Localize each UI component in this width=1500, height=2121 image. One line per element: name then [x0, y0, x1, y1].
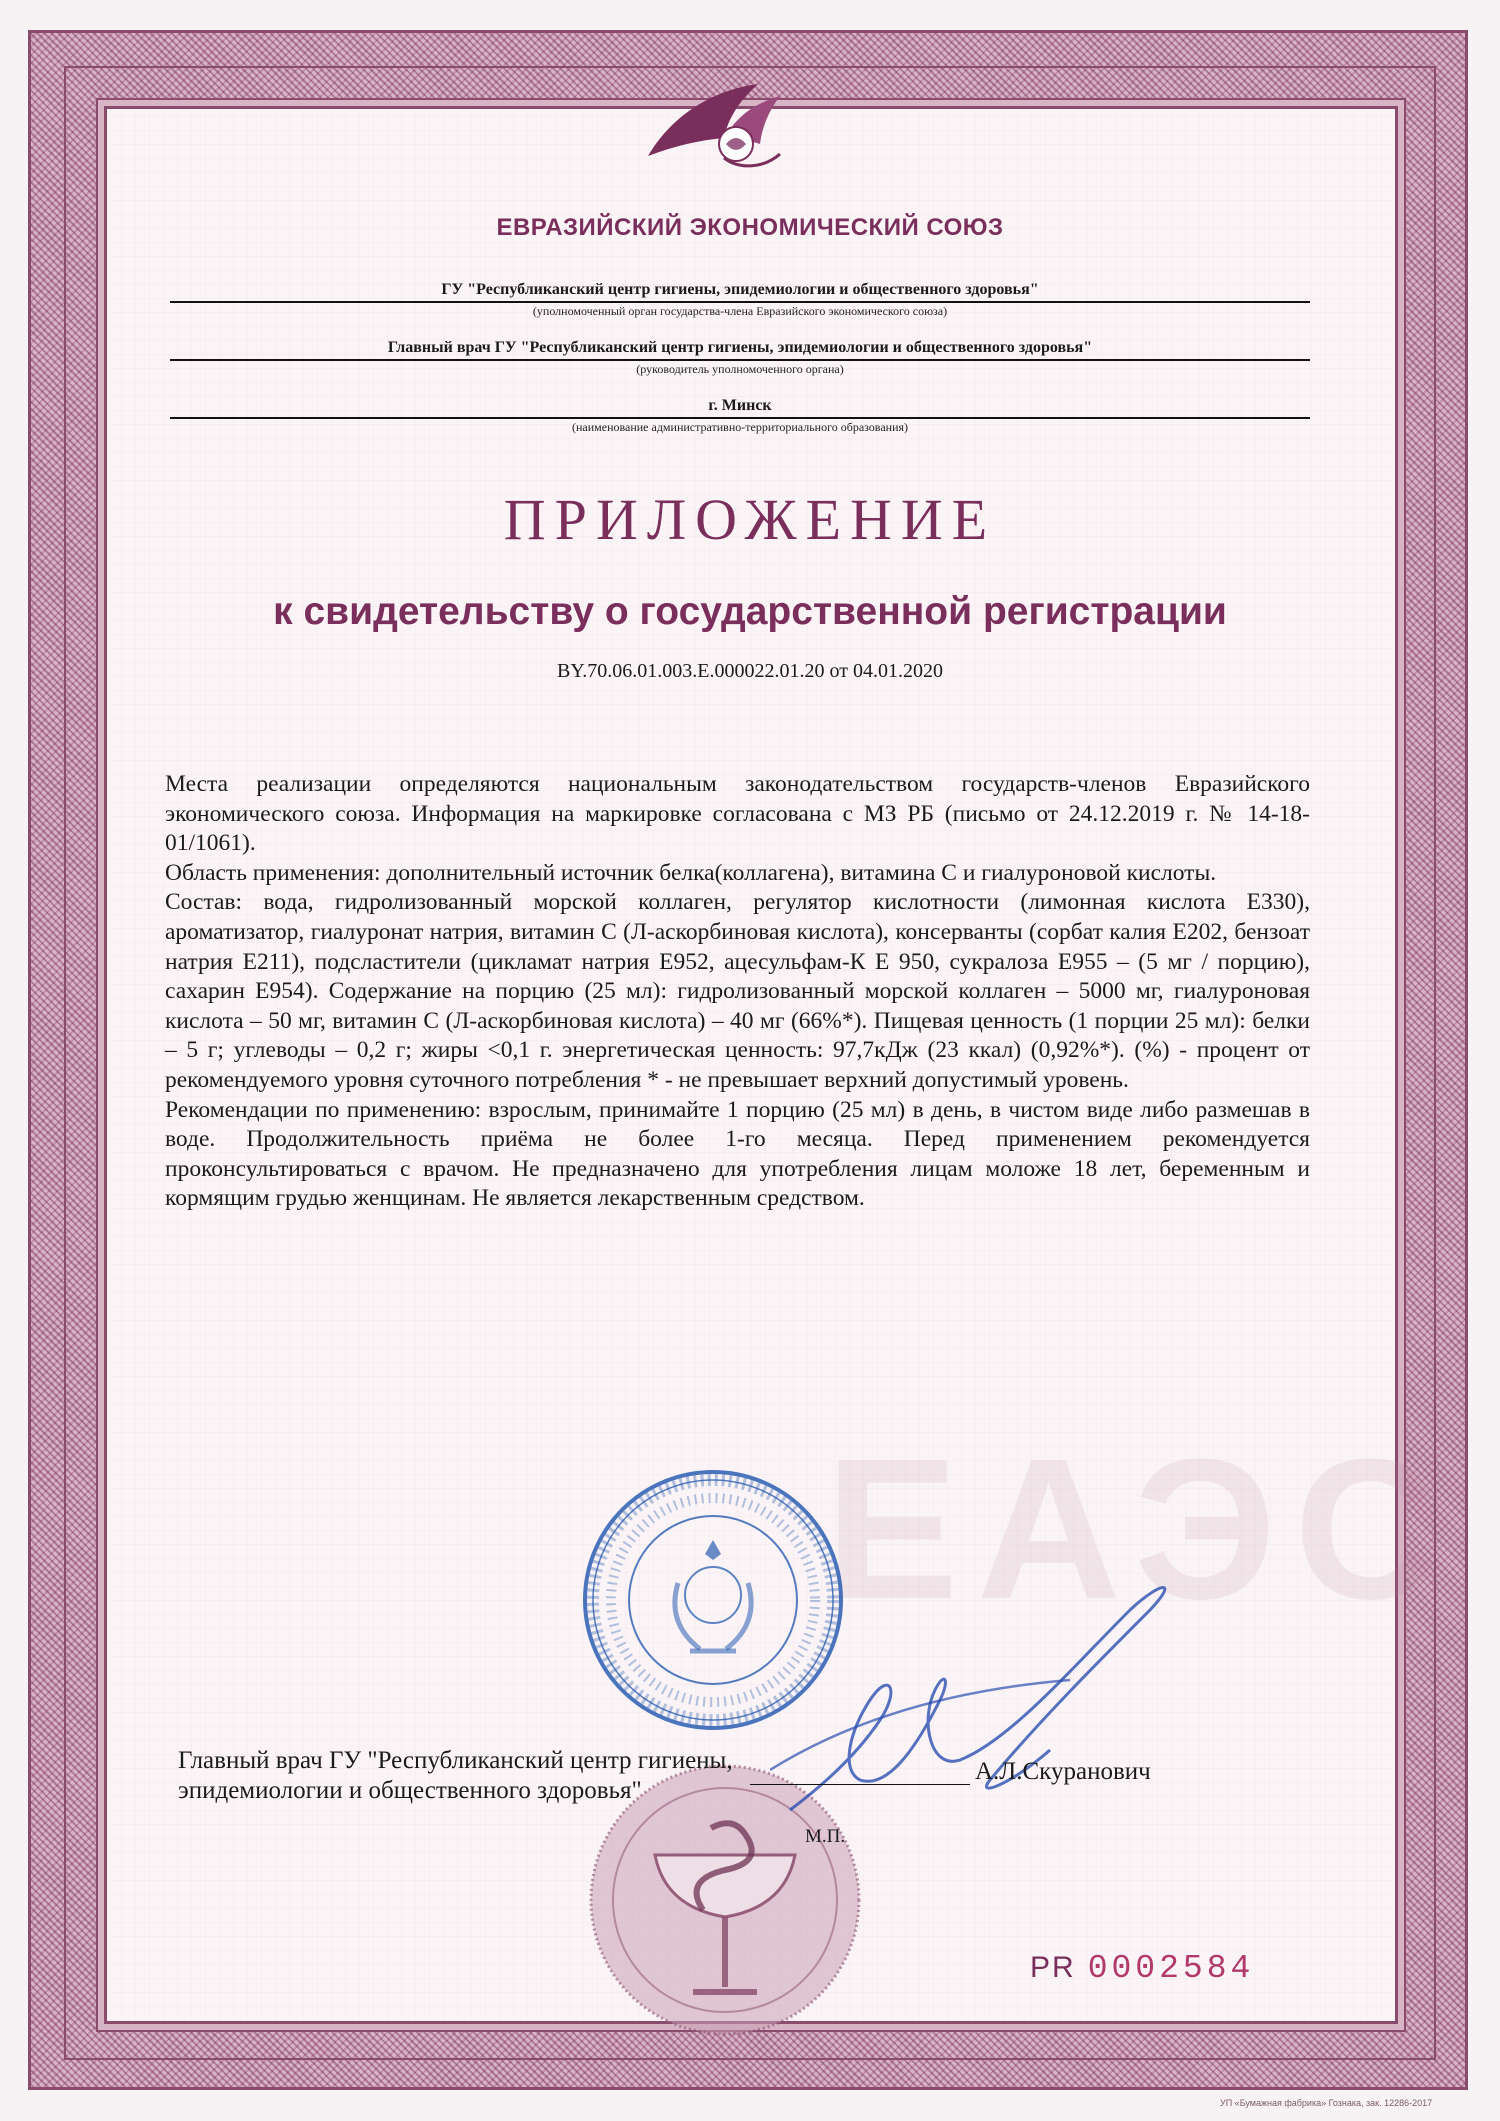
divider [170, 359, 1310, 361]
city-name: г. Минск [708, 397, 772, 414]
paragraph-sales: Места реализации определяются национальным законодательством государств-членов Евразийского экономического союза. Информация на маркировке согласована с МЗ РБ (письмо от 24.12.2019 г. № 14-18-01/1061). [165, 771, 1310, 857]
handwritten-signature-icon [770, 1570, 1200, 1860]
signature-line [750, 1784, 970, 1785]
head-line [170, 338, 1310, 377]
certificate-text [165, 770, 1310, 1214]
serial-digits: 0002584 [1087, 1950, 1255, 1987]
union-name: ЕВРАЗИЙСКИЙ ЭКОНОМИЧЕСКИЙ СОЮЗ [496, 214, 1004, 241]
serial-prefix: PR [1030, 1951, 1076, 1984]
authority-line [170, 280, 1310, 319]
head-name: Главный врач ГУ "Республиканский центр гигиены, эпидемиологии и общественного здоровья" [387, 339, 1093, 356]
divider [170, 417, 1310, 419]
city-line [170, 396, 1310, 435]
eaeu-emblem-icon [640, 78, 790, 183]
city-caption: (наименование административно-территориального образования) [571, 420, 909, 434]
head-caption: (руководитель уполномоченного органа) [636, 362, 844, 376]
seal-mark: М.П. [805, 1826, 846, 1847]
signatory-position: Главный врач ГУ "Республиканский центр гигиены, эпидемиологии и общественного здоровья" [178, 1747, 733, 1804]
serial-number [1030, 1950, 1254, 1987]
authority-name: ГУ "Республиканский центр гигиены, эпидемиологии и общественного здоровья" [441, 281, 1039, 298]
registration-number: BY.70.06.01.003.E.000022.01.20 от 04.01.2020 [557, 660, 943, 682]
divider [170, 301, 1310, 303]
watermark: ЕАЭС [825, 1418, 1457, 1641]
page-title: ПРИЛОЖЕНИЕ [503, 487, 997, 552]
signatory-name: А.Л.Скуранович [975, 1758, 1151, 1785]
printer-imprint: УП «Бумажная фабрика» Гознака, зак. 12286-2017 [1220, 2098, 1433, 2108]
page-subtitle: к свидетельству о государственной регистрации [273, 590, 1227, 633]
paragraph-scope: Область применения: дополнительный источник белка(коллагена), витамина С и гиалуроновой кислоты. [165, 859, 1217, 886]
paragraph-composition: Состав: вода, гидролизованный морской коллаген, регулятор кислотности (лимонная кислота Е330), ароматизатор, гиалуронат натрия, витамин С (Л-аскорбиновая кислота), консерванты (сорбат калия Е202, бензоат натрия Е211), подсластители (цикламат натрия Е952, ацесульфам-К Е 950, сукралоза Е955 – (5 мг / порцию), сахарин Е954). Содержание на порцию (25 мл): гидролизованный морской коллаген – 5000 мг, гиалуроновая кислота – 50 мг, витамин С (Л-аскорбиновая кислота) – 40 мг (66%*). Пищевая ценность (1 порции 25 мл): белки – 5 г; углеводы – 0,2 г; жиры <0,1 г. энергетическая ценность: 97,7кДж (23 ккал) (0,92%*). (%) - процент от рекомендуемого уровня суточного потребления * - не превышает верхний допустимый уровень. [165, 889, 1310, 1093]
authority-caption: (уполномоченный орган государства-члена Евразийского экономического союза) [532, 304, 948, 318]
paragraph-recommendations: Рекомендации по применению: взрослым, принимайте 1 порцию (25 мл) в день, в чистом виде либо размешав в воде. Продолжительность приёма не более 1-го месяца. Перед применением рекомендуется проконсультироваться с врачом. Не предназначено для употребления лицам моложе 18 лет, беременным и кормящим грудью женщинам. Не является лекарственным средством. [165, 1096, 1310, 1212]
